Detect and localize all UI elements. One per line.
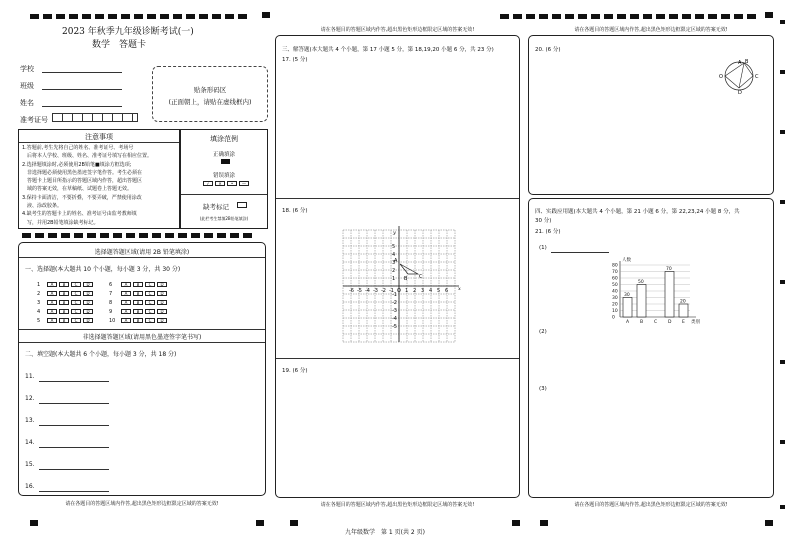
- choice-block-left: [37, 281, 95, 326]
- notice-line: 液、涂改胶条。: [22, 203, 63, 210]
- y-tick-label: 4: [392, 252, 396, 258]
- point-label-c: C: [419, 274, 423, 280]
- option-a-bubble[interactable]: A: [121, 282, 131, 287]
- choice-row: [109, 281, 169, 290]
- x-tick-label: -4: [365, 288, 370, 294]
- option-d-bubble[interactable]: D: [83, 309, 93, 314]
- x-tick-label: -2: [381, 288, 386, 294]
- x-tick-label: 3: [421, 288, 425, 294]
- option-a-bubble[interactable]: A: [121, 291, 131, 296]
- warning-col1-bottom: 请在各题目的答题区域内作答,超出黑色矩形边框限定区域的答案无效!: [65, 501, 219, 507]
- notice-line: 域的答案无效，在草稿纸、试题卷上答题无效。: [22, 186, 133, 193]
- point-label-a: A: [394, 258, 398, 264]
- col3-section-title: 四、实践应用题(本大题共 4 个小题，第 21 小题 6 分，第 22,23,24 小题 8 分，共: [535, 209, 740, 215]
- q-number: 9: [109, 309, 113, 315]
- y-tick-label: 1: [392, 276, 396, 282]
- q-number: 5: [37, 318, 41, 324]
- y-tick-label: -4: [392, 316, 397, 322]
- right-edge-mark-6: [780, 360, 785, 364]
- blank-input-12[interactable]: [39, 403, 109, 404]
- bar-chart: [604, 257, 714, 327]
- warning-col2-top: 请在各题目的答题区域内作答,超出黑色矩形边框限定区域的答案无效!: [320, 27, 475, 33]
- field-label-exam-id: 准考证号: [20, 116, 48, 124]
- option-c-bubble[interactable]: C: [145, 291, 155, 296]
- mid-dash-bar: [22, 233, 256, 239]
- corner-mark-bl: [30, 520, 38, 526]
- q-number: 4: [37, 309, 41, 315]
- circle-label-c: C: [755, 74, 759, 80]
- option-d-bubble[interactable]: D: [83, 318, 93, 323]
- bar-y-tick-label: 0: [612, 315, 615, 321]
- q-number: 2: [37, 291, 41, 297]
- bar: [623, 298, 632, 318]
- q20-label: 20. (6 分): [535, 47, 561, 53]
- bar-y-tick-label: 10: [612, 309, 618, 314]
- bar: [637, 285, 646, 318]
- y-tick-label: -5: [392, 324, 397, 330]
- choice-row: [37, 290, 95, 299]
- q-number: 1: [37, 282, 41, 288]
- blank-input-15[interactable]: [39, 469, 109, 470]
- choice-title: 一、选择题(本大题共 10 个小题，每小题 3 分，共 30 分): [25, 266, 181, 273]
- q21-part1: (1): [539, 245, 547, 251]
- field-school-input[interactable]: [42, 72, 122, 73]
- option-b-bubble[interactable]: B: [59, 300, 69, 305]
- q21-part3: (3): [539, 386, 547, 392]
- notice-box: [18, 129, 180, 229]
- notice-line: 3.保持卡面清洁，不要折叠，不要弄破，严禁使用涂改: [22, 194, 142, 201]
- right-edge-mark-1: [780, 20, 785, 24]
- q-number: 10: [109, 318, 116, 324]
- option-d-bubble[interactable]: D: [83, 300, 93, 305]
- bar-y-tick-label: 20: [612, 302, 618, 308]
- option-a-bubble[interactable]: A: [47, 300, 57, 305]
- barcode-area: [152, 66, 268, 122]
- right-edge-mark-7: [780, 440, 785, 444]
- bar-category-label: B: [640, 320, 644, 325]
- notice-title: 注意事项: [85, 133, 113, 141]
- blank-label-11: 11.: [25, 373, 35, 380]
- answer-area-col3-bottom: [528, 198, 774, 498]
- corner-mark-br: [765, 520, 773, 526]
- fill-blank-title: 二、填空题(本大题共 6 个小题，每小题 3 分，共 18 分): [25, 351, 177, 358]
- option-d-bubble[interactable]: D: [157, 282, 167, 287]
- bar-y-tick-label: 70: [612, 270, 618, 275]
- blank-label-16: 16.: [25, 483, 35, 490]
- y-tick-label: 2: [392, 268, 396, 274]
- bar-y-tick-label: 30: [612, 296, 618, 301]
- option-a-bubble[interactable]: A: [121, 309, 131, 314]
- field-label-class: 班级: [20, 82, 34, 90]
- notice-line: 后将本人学校、班级、姓名、准考证号填写在相应位置。: [22, 153, 153, 160]
- option-d-bubble[interactable]: D: [157, 291, 167, 296]
- y-axis-label: y: [393, 230, 396, 236]
- coordinate-grid: [334, 226, 464, 351]
- option-b-bubble[interactable]: B: [133, 282, 143, 287]
- warning-col3-bottom: 请在各题目的答题区域内作答,超出黑色矩形边框限定区域的答案无效!: [574, 502, 728, 508]
- option-a-bubble[interactable]: A: [47, 282, 57, 287]
- option-a-bubble[interactable]: A: [47, 309, 57, 314]
- circle-label-o: O: [719, 74, 723, 80]
- corner-mark-b3: [540, 520, 548, 526]
- choice-row: [37, 317, 95, 326]
- page-title: 2023 年秋季九年级诊断考试(一): [62, 27, 194, 37]
- choice-row: [109, 308, 169, 317]
- option-b-bubble[interactable]: B: [133, 300, 143, 305]
- fill-wrong-label: 错误填涂: [212, 173, 235, 179]
- bar-value-label: 30: [624, 293, 630, 298]
- bar-category-label: A: [626, 320, 630, 325]
- option-c-bubble[interactable]: C: [71, 300, 81, 305]
- top-dash-bar-left: [30, 14, 251, 20]
- notice-line: 1.答题前,考生先将自己的姓名、准考证号、考场号: [22, 145, 134, 151]
- x-tick-label: -6: [349, 288, 354, 294]
- option-b-bubble[interactable]: B: [133, 291, 143, 296]
- notice-lines: [22, 144, 152, 227]
- blank-input-16[interactable]: [39, 491, 109, 492]
- x-axis-label: x: [458, 286, 461, 292]
- choice-header: 选择题答题区域(请用 2B 铅笔填涂): [94, 249, 190, 256]
- col3-section-title-2: 30 分): [535, 218, 552, 224]
- option-b-bubble[interactable]: B: [59, 309, 69, 314]
- x-tick-label: -3: [373, 288, 378, 294]
- option-a-bubble[interactable]: A: [47, 318, 57, 323]
- y-tick-label: -3: [392, 308, 397, 314]
- option-b-bubble[interactable]: B: [133, 318, 143, 323]
- x-tick-label: -5: [357, 288, 362, 294]
- q21-part1-input[interactable]: [551, 252, 609, 253]
- x-tick-label: 4: [429, 288, 433, 294]
- fill-correct-sample: [221, 159, 230, 164]
- page-footer: 九年级数学 第 1 页(共 2 页): [345, 529, 425, 536]
- blank-input-11[interactable]: [39, 381, 109, 382]
- q21-label: 21. (6 分): [535, 229, 561, 235]
- option-b-bubble[interactable]: B: [59, 282, 69, 287]
- field-class-input[interactable]: [42, 89, 122, 90]
- option-c-bubble[interactable]: C: [145, 318, 155, 323]
- bar-y-tick-label: 60: [612, 276, 618, 282]
- choice-row: [37, 281, 95, 290]
- option-d-bubble[interactable]: D: [157, 318, 167, 323]
- right-edge-mark-4: [780, 200, 785, 204]
- q19-label: 19. (6 分): [282, 368, 308, 374]
- y-tick-label: 5: [392, 244, 396, 250]
- q-number: 6: [109, 282, 113, 288]
- q18-label: 18. (6 分): [282, 208, 308, 214]
- q-number: 7: [109, 291, 113, 297]
- top-dash-bar-right: [500, 14, 760, 20]
- option-a-bubble[interactable]: A: [47, 291, 57, 296]
- blank-input-14[interactable]: [39, 447, 109, 448]
- warning-col2-bottom: 请在各题目的答题区域内作答,超出黑色矩形边框限定区域的答案无效!: [320, 502, 475, 508]
- nonchoice-header: 非选择题答题区域(请用黑色墨迹签字笔书写): [82, 334, 202, 341]
- option-d-bubble[interactable]: D: [83, 282, 93, 287]
- absent-checkbox[interactable]: [237, 202, 247, 208]
- circle-label-b: B: [745, 59, 749, 65]
- choice-row: [109, 299, 169, 308]
- answer-area-col3-top: [528, 35, 774, 195]
- corner-mark-b1: [290, 520, 298, 526]
- fill-wrong-samples: ✓ ✕ • —: [203, 181, 251, 187]
- option-b-bubble[interactable]: B: [133, 309, 143, 314]
- q-number: 8: [109, 300, 113, 306]
- option-c-bubble[interactable]: C: [71, 309, 81, 314]
- bar: [665, 272, 674, 318]
- choice-row: [37, 308, 95, 317]
- choice-row: [109, 317, 169, 326]
- option-d-bubble[interactable]: D: [157, 300, 167, 305]
- bar-y-axis-label: 人数: [622, 258, 631, 263]
- circle-figure: [714, 58, 764, 94]
- bar-value-label: 50: [638, 280, 644, 285]
- blank-label-14: 14.: [25, 439, 35, 446]
- bar-category-label: D: [668, 320, 672, 325]
- bar-y-tick-label: 80: [612, 263, 618, 269]
- notice-line: 写，并用2B铅笔填涂缺考标记。: [22, 219, 99, 226]
- chord-lines: [725, 63, 753, 88]
- option-d-bubble[interactable]: D: [83, 291, 93, 296]
- circle-label-a: A: [738, 60, 742, 66]
- absent-hint: (此栏考生禁填2B铅笔填涂): [199, 216, 249, 221]
- right-edge-mark-3: [780, 130, 785, 134]
- bar-category-label: C: [654, 320, 658, 325]
- corner-mark-tl: [262, 12, 270, 18]
- fill-example-title: 填涂范例: [210, 135, 238, 143]
- option-c-bubble[interactable]: C: [71, 318, 81, 323]
- choice-row: [37, 299, 95, 308]
- option-a-bubble[interactable]: A: [121, 318, 131, 323]
- option-c-bubble[interactable]: C: [71, 291, 81, 296]
- fill-correct-label: 正确填涂: [212, 152, 235, 158]
- option-b-bubble[interactable]: B: [59, 291, 69, 296]
- option-a-bubble[interactable]: A: [121, 300, 131, 305]
- x-tick-label: 1: [405, 288, 409, 294]
- point-label-b: B: [404, 276, 408, 282]
- answer-area-col2: [275, 35, 520, 498]
- right-edge-mark-8: [780, 505, 785, 509]
- bar-x-axis-label: 类别: [691, 320, 700, 325]
- option-d-bubble[interactable]: D: [157, 309, 167, 314]
- corner-mark-tr: [765, 12, 773, 18]
- bar-y-tick-label: 40: [612, 289, 618, 295]
- option-c-bubble[interactable]: C: [145, 309, 155, 314]
- exam-id-boxes[interactable]: [52, 113, 138, 122]
- field-label-school: 学校: [20, 65, 34, 73]
- barcode-hint: (正面朝上，请贴在虚线框内): [168, 98, 252, 106]
- right-edge-mark-5: [780, 280, 785, 284]
- y-tick-label: 3: [392, 260, 396, 266]
- absent-label: 缺考标记: [203, 203, 229, 211]
- blank-label-15: 15.: [25, 461, 35, 468]
- page-subtitle: 数学 答题卡: [92, 40, 147, 50]
- warning-col3-top: 请在各题目的答题区域内作答,超出黑色矩形边框限定区域的答案无效!: [574, 27, 728, 33]
- notice-line: 2.选择题填涂时,必须使用2B铅笔■填涂方框选项;: [22, 161, 132, 168]
- blank-input-13[interactable]: [39, 425, 109, 426]
- corner-mark-b2: [512, 520, 520, 526]
- q21-part2: (2): [539, 329, 547, 335]
- right-edge-mark-2: [780, 70, 785, 74]
- x-tick-label: 6: [445, 288, 449, 294]
- q-number: 3: [37, 300, 41, 306]
- circle-label-d: D: [738, 90, 742, 94]
- option-b-bubble[interactable]: B: [59, 318, 69, 323]
- blank-label-12: 12.: [25, 395, 35, 402]
- bar-category-label: E: [682, 320, 685, 325]
- fill-example-box: [180, 129, 268, 229]
- bar-value-label: 20: [680, 299, 686, 305]
- col2-section-title: 三、解答题(本大题共 4 个小题，第 17 小题 5 分，第 18,19,20 小题 6 分，共 23 分): [282, 47, 494, 53]
- field-name-input[interactable]: [42, 106, 122, 107]
- option-c-bubble[interactable]: C: [145, 282, 155, 287]
- answer-area-col1: [18, 242, 266, 496]
- barcode-title: 贴条形码区: [193, 86, 227, 94]
- field-label-name: 姓名: [20, 99, 34, 107]
- bar-value-label: 70: [666, 267, 672, 272]
- x-tick-label: 5: [437, 288, 441, 294]
- bar: [679, 304, 688, 317]
- blank-label-13: 13.: [25, 417, 35, 424]
- choice-block-right: [109, 281, 169, 326]
- notice-line: 答题卡上题目所指示的答题区域内作答，超出答题区: [22, 178, 143, 185]
- y-tick-label: -2: [392, 300, 397, 306]
- notice-line: 4.缺考生的答题卡上的姓名、准考证号由监考教师填: [22, 211, 137, 218]
- corner-mark-bl2: [256, 520, 264, 526]
- x-tick-label: 2: [413, 288, 417, 294]
- option-c-bubble[interactable]: C: [71, 282, 81, 287]
- option-c-bubble[interactable]: C: [145, 300, 155, 305]
- x-tick-label: -1: [389, 288, 394, 294]
- y-tick-label: -1: [392, 292, 397, 298]
- choice-row: [109, 290, 169, 299]
- notice-line: 非选择题必须使用黑色墨迹签字笔作答。考生必须在: [22, 169, 143, 176]
- x-tick-label: O: [397, 288, 401, 294]
- triangle-abc: [400, 264, 418, 274]
- q17-label: 17. (5 分): [282, 57, 308, 63]
- bar-y-tick-label: 50: [612, 283, 618, 288]
